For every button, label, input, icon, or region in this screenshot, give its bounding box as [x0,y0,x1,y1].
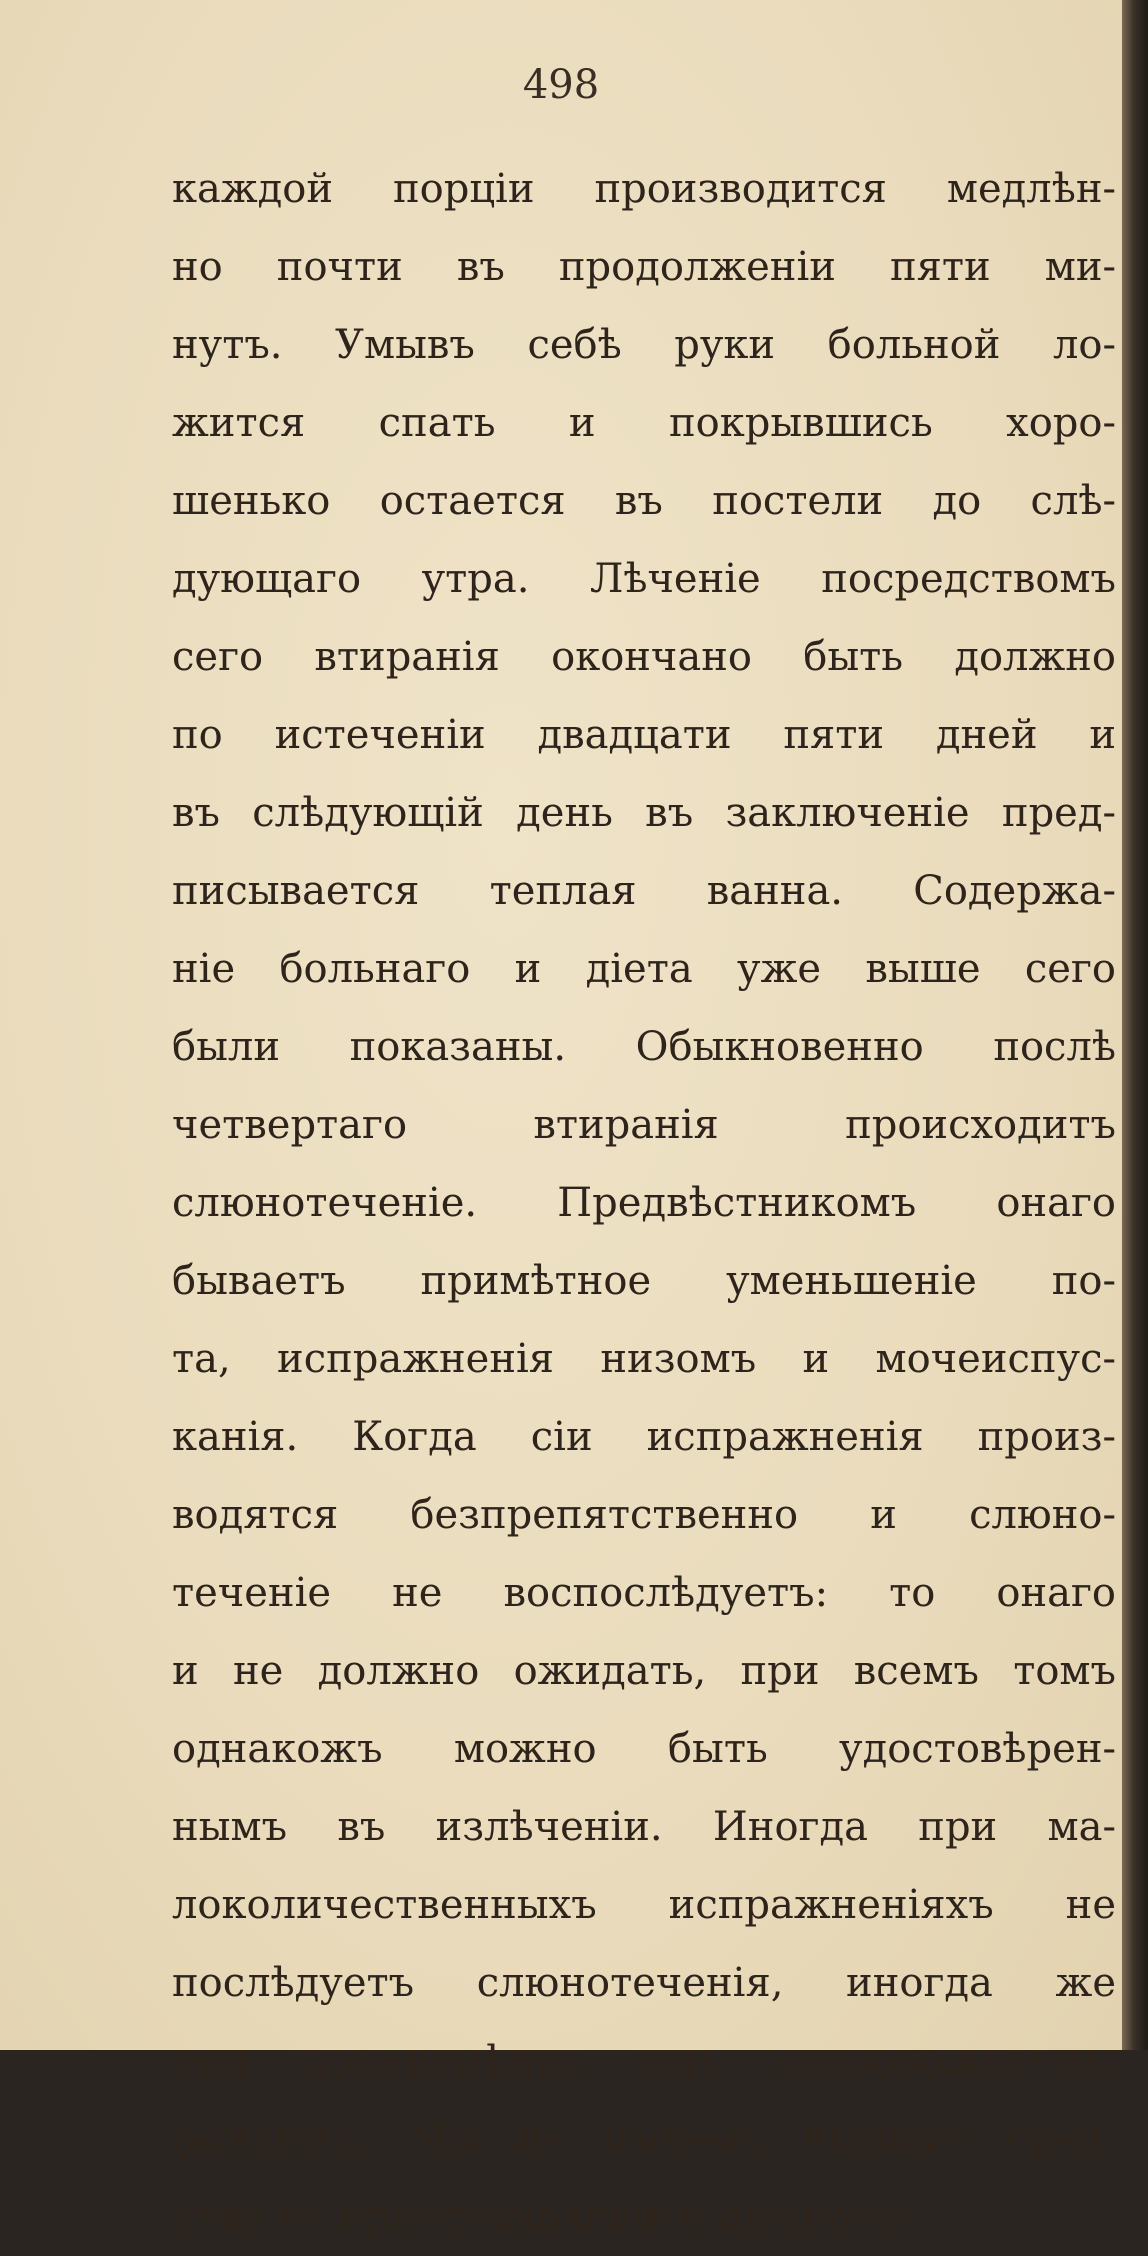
text-line: и не должно ожидать, при всемъ томъ [172,1648,1116,1694]
text-line: жится спать и покрывшись хоро- [172,400,1116,446]
text-line: теченіе не воспослѣдуетъ: то онаго [172,1570,1116,1616]
page-edge-shadow [1122,0,1148,2050]
text-line: были показаны. Обыкновенно послѣ [172,1024,1116,1070]
text-line: ства къ приостановленію слюноте- [172,2194,913,2240]
text-line: слюнотеченіе. Предвѣстникомъ онаго [172,1180,1116,1226]
text-line: они поперемѣнно имъ сопровождаемы [172,2038,1116,2084]
text-line: шенько остается въ постели до слѣ- [172,478,1116,524]
text-line: канія. Когда сіи испражненія произ- [172,1414,1116,1460]
text-line: дующаго утра. Лѣченіе посредствомъ [172,556,1116,602]
text-line: бываетъ примѣтное уменьшеніе по- [172,1258,1116,1304]
text-line: каждой порціи производится медлѣн- [172,166,1116,212]
body-text [172,150,1116,2256]
text-line: бываютъ. Мы не имѣемъ вѣрнаго сред- [172,2116,1116,2162]
text-line: послѣдуетъ слюнотеченія, иногда же [172,1960,1116,2006]
text-line: нымъ въ излѣченіи. Иногда при ма- [172,1804,1116,1850]
text-line: сего втиранія окончано быть должно [172,634,1116,680]
text-line: та, испражненія низомъ и мочеиспус- [172,1336,1116,1382]
text-line: четвертаго втиранія происходитъ [172,1102,1116,1148]
text-line: въ слѣдующій день въ заключеніе пред- [172,790,1116,836]
text-line: однакожъ можно быть удостовѣрен- [172,1726,1116,1772]
text-line: локоличественныхъ испражненіяхъ не [172,1882,1116,1928]
text-line: писывается теплая ванна. Содержа- [172,868,1116,914]
text-line: но почти въ продолженіи пяти ми- [172,244,1116,290]
text-line: по истеченіи двадцати пяти дней и [172,712,1116,758]
text-line: водятся безпрепятственно и слюно- [172,1492,1116,1538]
page-number: 498 [522,62,600,108]
text-line: нутъ. Умывъ себѣ руки больной ло- [172,322,1116,368]
text-line: ніе больнаго и діета уже выше сего [172,946,1116,992]
